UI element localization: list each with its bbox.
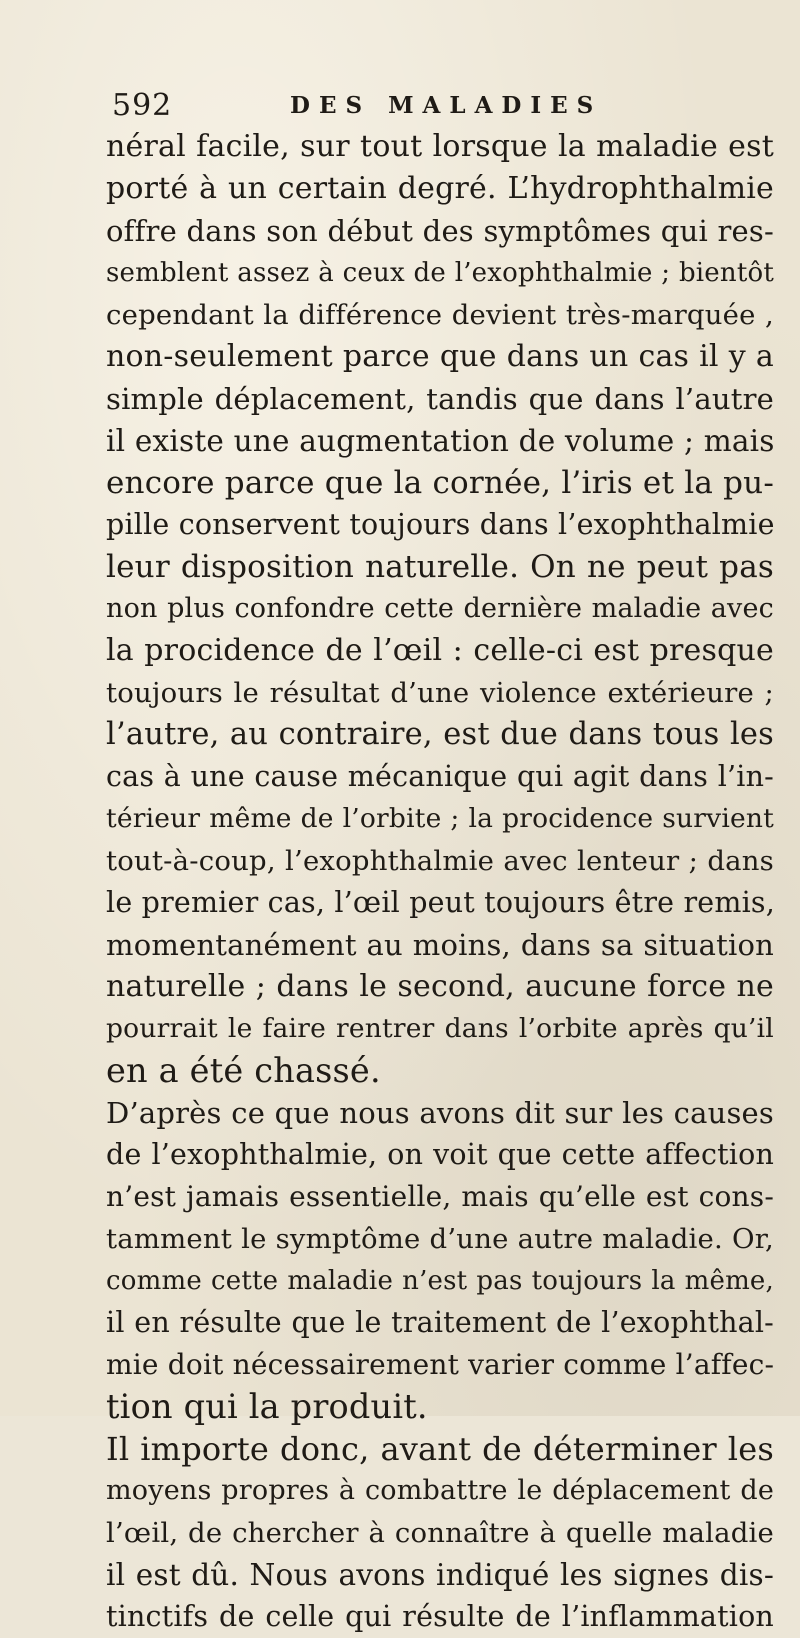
text-line: offre dans son début des symptômes qui res- xyxy=(106,214,774,248)
text-line: cependant la différence devient très-marquée , xyxy=(106,299,774,331)
page-header xyxy=(112,88,732,128)
text-line: de l’exophthalmie, on voit que cette affection xyxy=(106,1138,774,1171)
text-line: néral facile, sur tout lorsque la maladie est xyxy=(106,129,774,164)
running-head: DES MALADIES xyxy=(290,92,603,119)
text-line: porté à un certain degré. L’hydrophthalmie xyxy=(106,171,774,206)
text-line: pourrait le faire rentrer dans l’orbite après qu’il xyxy=(106,1013,774,1044)
text-line: n’est jamais essentielle, mais qu’elle est cons- xyxy=(106,1180,774,1213)
text-line: la procidence de l’œil : celle-ci est presque xyxy=(106,633,774,668)
text-line: semblent assez à ceux de l’exophthalmie ; bientôt xyxy=(106,258,774,288)
text-line: encore parce que la cornée, l’iris et la pu- xyxy=(106,465,774,501)
text-line: tinctifs de celle qui résulte de l’inflammation xyxy=(106,1600,774,1633)
text-line: tout-à-coup, l’exophthalmie avec lenteur ; dans xyxy=(106,845,774,877)
text-line: térieur même de l’orbite ; la procidence survient xyxy=(106,803,774,834)
page-number: 592 xyxy=(112,88,173,123)
text-line: pille conservent toujours dans l’exophthalmie xyxy=(106,508,775,541)
body-text xyxy=(106,126,774,1638)
text-line: tion qui la produit. xyxy=(106,1387,428,1426)
text-line: comme cette maladie n’est pas toujours la même, xyxy=(106,1266,774,1296)
text-line: l’œil, de chercher à connaître à quelle maladie xyxy=(106,1517,774,1549)
text-line: il existe une augmentation de volume ; mais xyxy=(106,424,775,458)
text-line: le premier cas, l’œil peut toujours être remis, xyxy=(106,886,775,919)
text-line: leur disposition naturelle. On ne peut pas xyxy=(106,549,774,585)
text-line: cas à une cause mécanique qui agit dans l’in- xyxy=(106,760,774,793)
text-line: Il importe donc, avant de déterminer les xyxy=(106,1430,774,1468)
text-line: non plus confondre cette dernière maladie avec xyxy=(106,593,774,624)
text-line: il en résulte que le traitement de l’exophthal- xyxy=(106,1306,774,1339)
text-line: mie doit nécessairement varier comme l’affec- xyxy=(106,1348,775,1381)
text-line: l’autre, au contraire, est due dans tous les xyxy=(106,717,774,752)
text-line: non-seulement parce que dans un cas il y a xyxy=(106,339,774,374)
text-line: momentanément au moins, dans sa situation xyxy=(106,928,774,962)
text-line: il est dû. Nous avons indiqué les signes dis- xyxy=(106,1558,774,1592)
text-line: en a été chassé. xyxy=(106,1051,381,1090)
text-line: toujours le résultat d’une violence extérieure ; xyxy=(106,677,774,709)
text-line: D’après ce que nous avons dit sur les causes xyxy=(106,1096,774,1130)
text-line: moyens propres à combattre le déplacement de xyxy=(106,1475,774,1506)
text-line: tamment le symptôme d’une autre maladie. Or, xyxy=(106,1223,774,1255)
text-line: simple déplacement, tandis que dans l’autre xyxy=(106,382,774,416)
text-line: naturelle ; dans le second, aucune force ne xyxy=(106,969,774,1004)
